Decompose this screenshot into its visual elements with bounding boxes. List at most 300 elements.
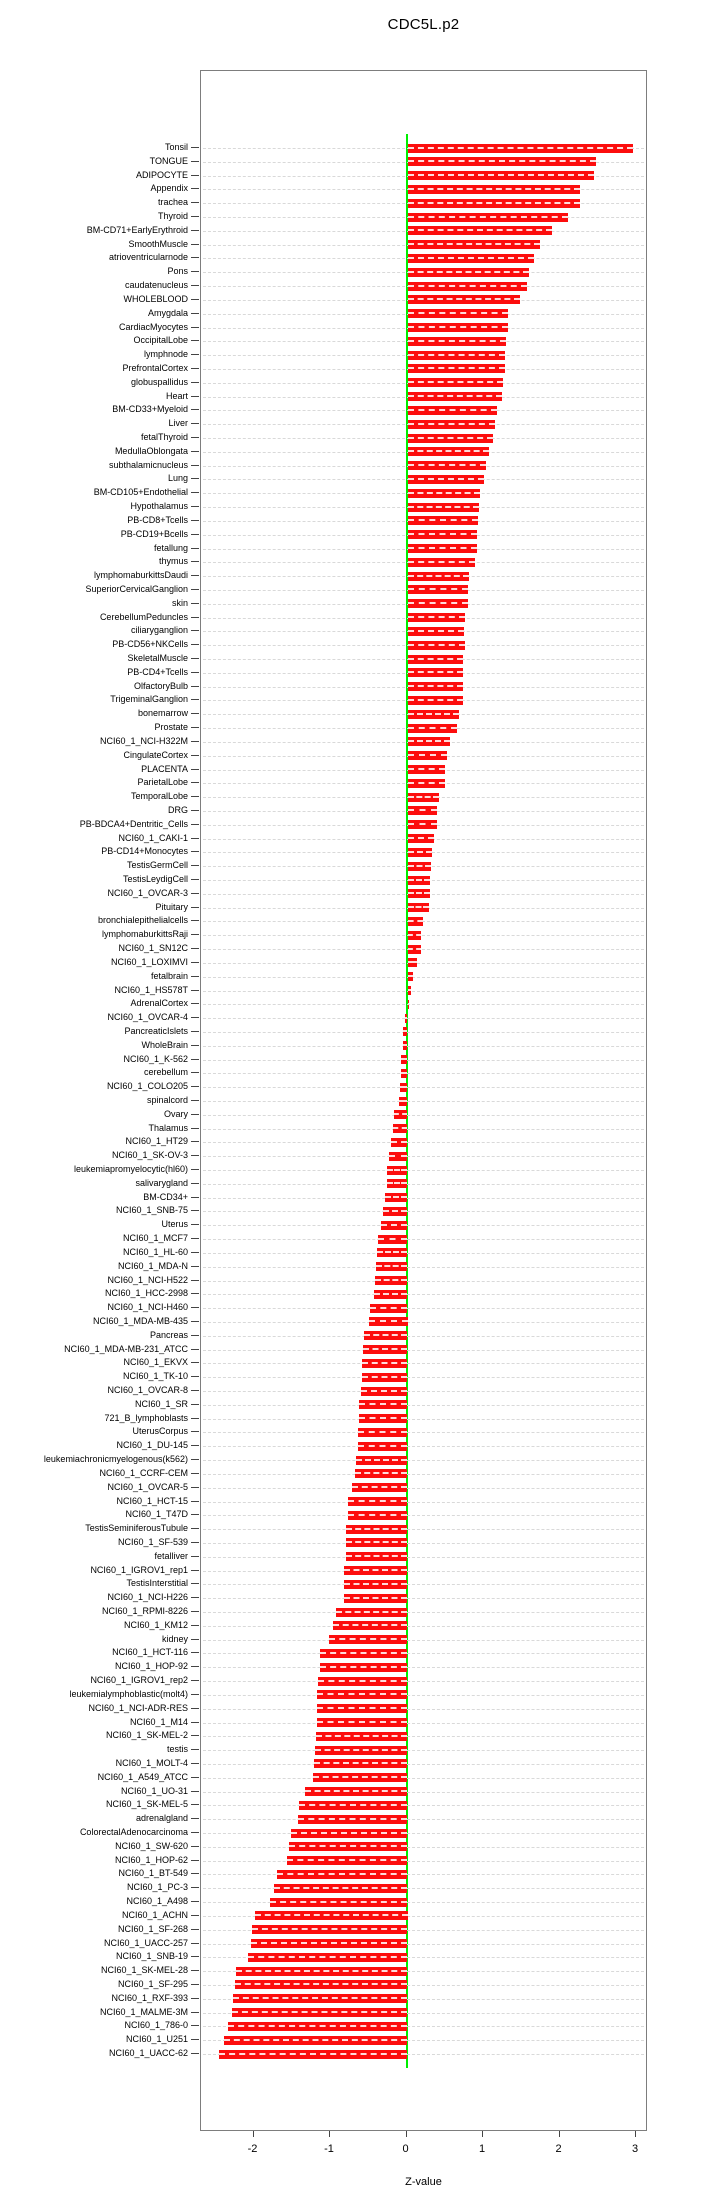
y-axis-tick	[191, 1114, 199, 1115]
y-axis-tick	[191, 1404, 199, 1405]
y-axis-tick	[191, 1611, 199, 1612]
grid-line	[203, 1419, 644, 1420]
bar	[235, 1980, 408, 1989]
y-axis-tick	[191, 851, 199, 852]
category-label: kidney	[161, 1633, 188, 1644]
y-axis-tick	[191, 1031, 199, 1032]
grid-line	[203, 1239, 644, 1240]
y-axis-tick	[191, 920, 199, 921]
category-label: WholeBrain	[141, 1039, 188, 1050]
grid-line	[203, 1488, 644, 1489]
y-axis-tick	[191, 1722, 199, 1723]
category-label: NCI60_1_U251	[125, 2034, 188, 2045]
y-axis-tick	[191, 1362, 199, 1363]
bar	[408, 378, 504, 387]
grid-line	[203, 1640, 644, 1641]
y-axis-tick	[191, 893, 199, 894]
bar-dash	[408, 616, 465, 618]
bar	[317, 1718, 407, 1727]
grid-line	[203, 1073, 644, 1074]
grid-line	[203, 921, 644, 922]
bar	[318, 1677, 408, 1686]
bar	[313, 1773, 407, 1782]
y-axis-tick	[191, 175, 199, 176]
bar	[408, 793, 439, 802]
category-label: cerebellum	[143, 1067, 188, 1078]
bar	[358, 1428, 408, 1437]
bar-dash	[394, 1113, 407, 1115]
bar-dash	[318, 1680, 408, 1682]
bar	[385, 1193, 407, 1202]
y-axis-tick	[191, 782, 199, 783]
grid-line	[203, 1709, 644, 1710]
category-label: NCI60_1_MOLT-4	[115, 1757, 188, 1768]
bar-dash	[408, 285, 527, 287]
bar-dash	[408, 754, 447, 756]
y-axis-tick	[191, 755, 199, 756]
y-axis-tick	[191, 285, 199, 286]
y-axis-tick	[191, 561, 199, 562]
y-axis-tick	[191, 1321, 199, 1322]
bar-dash	[346, 1541, 407, 1543]
category-label: NCI60_1_MALME-3M	[99, 2006, 188, 2017]
bar	[408, 254, 535, 263]
grid-line	[203, 1847, 644, 1848]
bar	[255, 1911, 408, 1920]
y-axis-tick	[191, 382, 199, 383]
y-axis-tick	[191, 465, 199, 466]
bar-dash	[408, 298, 520, 300]
bar	[408, 406, 498, 415]
bar-dash	[358, 1445, 408, 1447]
category-label: NCI60_1_NCI-ADR-RES	[88, 1702, 188, 1713]
bar	[364, 1331, 408, 1340]
category-label: NCI60_1_COLO205	[106, 1081, 188, 1092]
y-axis-tick	[191, 1984, 199, 1985]
bar	[274, 1884, 407, 1893]
category-label: Tonsil	[164, 142, 188, 152]
y-axis-tick	[191, 2012, 199, 2013]
category-label: Pons	[167, 266, 188, 277]
bar-dash	[408, 906, 429, 908]
y-axis-tick	[191, 1155, 199, 1156]
bar-dash	[408, 506, 479, 508]
bar-dash	[408, 147, 634, 149]
bar	[315, 1746, 408, 1755]
grid-line	[203, 949, 644, 950]
bar-dash	[408, 685, 463, 687]
x-axis-tick	[253, 2131, 254, 2137]
x-axis-tick-label: 1	[478, 2143, 486, 2155]
category-label: NCI60_1_K-562	[123, 1053, 188, 1064]
bar-dash	[317, 1721, 407, 1723]
y-axis-tick	[191, 478, 199, 479]
category-label: Hypothalamus	[130, 501, 188, 512]
category-label: NCI60_1_EKVX	[123, 1357, 188, 1368]
grid-line	[203, 1736, 644, 1737]
category-label: MedullaOblongata	[114, 445, 188, 456]
grid-line	[203, 1432, 644, 1433]
grid-line	[203, 1888, 644, 1889]
category-label: Thyroid	[157, 211, 188, 222]
bar-dash	[408, 367, 505, 369]
bar-dash	[387, 1182, 408, 1184]
bar	[287, 1856, 407, 1865]
bar	[369, 1317, 407, 1326]
x-axis-tick	[635, 2131, 636, 2137]
category-label: BM-CD34+	[143, 1191, 188, 1202]
bar	[403, 1041, 408, 1050]
bar-dash	[408, 561, 475, 563]
category-label: NCI60_1_KM12	[123, 1619, 188, 1630]
category-label: NCI60_1_SK-MEL-28	[100, 1965, 188, 1976]
bar-dash	[232, 2011, 407, 2013]
bar	[317, 1704, 407, 1713]
y-axis-tick	[191, 1915, 199, 1916]
bar-dash	[344, 1583, 407, 1585]
bar	[329, 1635, 408, 1644]
bar-dash	[401, 1072, 408, 1074]
category-label: spinalcord	[146, 1095, 188, 1105]
category-label: NCI60_1_CCRF-CEM	[99, 1467, 188, 1478]
x-axis-tick	[559, 2131, 560, 2137]
y-axis-tick	[191, 617, 199, 618]
category-label: SuperiorCervicalGanglion	[85, 583, 188, 594]
grid-line	[203, 963, 644, 964]
grid-line	[203, 1529, 644, 1530]
bar-dash	[235, 1983, 408, 1985]
y-axis-tick	[191, 1266, 199, 1267]
y-axis-tick	[191, 1072, 199, 1073]
category-label: BM-CD105+Endothelial	[93, 487, 188, 498]
category-label: NCI60_1_SK-OV-3	[111, 1150, 188, 1161]
category-label: PLACENTA	[141, 763, 188, 774]
category-label: NCI60_1_UO-31	[120, 1785, 188, 1796]
grid-line	[203, 1861, 644, 1862]
bar-dash	[329, 1638, 408, 1640]
bar	[408, 558, 475, 567]
category-label: WHOLEBLOOD	[123, 293, 188, 304]
category-label: NCI60_1_OVCAR-3	[107, 887, 188, 898]
bar	[408, 696, 463, 705]
category-label: atrioventricularnode	[108, 252, 188, 263]
bar-dash	[364, 1334, 408, 1336]
y-axis-tick	[191, 907, 199, 908]
bar-dash	[408, 464, 486, 466]
bar-dash	[333, 1624, 408, 1626]
y-axis-tick	[191, 1873, 199, 1874]
bar-dash	[408, 699, 463, 701]
bar	[362, 1359, 407, 1368]
bar-dash	[408, 588, 468, 590]
y-axis-tick	[191, 327, 199, 328]
y-axis-tick	[191, 672, 199, 673]
bar-dash	[359, 1403, 407, 1405]
bar-dash	[403, 1030, 408, 1032]
grid-line	[203, 1115, 644, 1116]
bar	[408, 323, 509, 332]
y-axis-tick	[191, 1210, 199, 1211]
bar-dash	[408, 713, 459, 715]
bar	[408, 1000, 409, 1009]
category-label: Thalamus	[148, 1122, 188, 1133]
x-axis-tick-label: 3	[631, 2143, 639, 2155]
grid-line	[203, 1170, 644, 1171]
bar	[399, 1097, 407, 1106]
x-axis-tick	[329, 2131, 330, 2137]
category-label: bronchialepithelialcells	[97, 915, 188, 926]
y-axis-tick	[191, 1846, 199, 1847]
bar	[348, 1511, 408, 1520]
grid-line	[203, 1805, 644, 1806]
category-label: NCI60_1_UACC-257	[103, 1937, 188, 1948]
bar-dash	[387, 1169, 408, 1171]
category-label: NCI60_1_OVCAR-5	[107, 1481, 188, 1492]
x-axis-title: Z-value	[405, 2176, 442, 2188]
grid-line	[203, 1198, 644, 1199]
y-axis-tick	[191, 1556, 199, 1557]
y-axis-tick	[191, 838, 199, 839]
bar-dash	[389, 1155, 407, 1157]
bar-dash	[408, 174, 595, 176]
bar	[408, 599, 468, 608]
bar-dash	[344, 1569, 407, 1571]
y-axis-tick	[191, 2053, 199, 2054]
bar-dash	[358, 1431, 408, 1433]
category-label: NCI60_1_MDA-MB-231_ATCC	[64, 1343, 188, 1354]
category-label: testis	[166, 1744, 188, 1755]
grid-line	[203, 1211, 644, 1212]
bar-dash	[369, 1320, 407, 1322]
y-axis-tick	[191, 686, 199, 687]
bar-dash	[408, 450, 489, 452]
y-axis-tick	[191, 1280, 199, 1281]
bar	[346, 1538, 407, 1547]
bar	[408, 917, 423, 926]
y-axis-tick	[191, 727, 199, 728]
bar	[408, 986, 411, 995]
bar-dash	[408, 188, 581, 190]
bar	[359, 1400, 407, 1409]
bar-dash	[408, 796, 439, 798]
bar-dash	[316, 1735, 408, 1737]
bar	[408, 185, 581, 194]
bar-dash	[408, 671, 463, 673]
y-axis-tick	[191, 1418, 199, 1419]
bar	[408, 337, 507, 346]
category-label: BM-CD71+EarlyErythroid	[86, 224, 188, 235]
bar-dash	[408, 216, 569, 218]
bar	[408, 765, 445, 774]
category-label: NCI60_1_CAKI-1	[118, 832, 188, 843]
category-label: NCI60_1_OVCAR-4	[107, 1012, 188, 1023]
bar-dash	[219, 2053, 408, 2055]
bar	[320, 1663, 408, 1672]
bar	[374, 1290, 408, 1299]
y-axis-tick	[191, 451, 199, 452]
y-axis-tick	[191, 1901, 199, 1902]
bar-dash	[348, 1514, 408, 1516]
y-axis-tick	[191, 1128, 199, 1129]
grid-line	[203, 1571, 644, 1572]
bar	[408, 710, 459, 719]
y-axis-tick	[191, 423, 199, 424]
bar-dash	[336, 1611, 407, 1613]
category-label: thymus	[158, 556, 188, 567]
y-axis-tick	[191, 1542, 199, 1543]
y-axis-tick	[191, 1998, 199, 1999]
y-axis-tick	[191, 1943, 199, 1944]
y-axis-tick	[191, 520, 199, 521]
category-label: Pancreas	[149, 1329, 188, 1340]
y-axis-tick	[191, 161, 199, 162]
bar-dash	[228, 2025, 408, 2027]
bar	[305, 1787, 408, 1796]
bar-dash	[356, 1459, 407, 1461]
bar-dash	[248, 1956, 408, 1958]
y-axis-tick	[191, 976, 199, 977]
category-label: NCI60_1_A549_ATCC	[97, 1771, 188, 1782]
category-label: NCI60_1_SNB-75	[115, 1205, 188, 1216]
bar	[362, 1373, 407, 1382]
grid-line	[203, 1584, 644, 1585]
y-axis-tick	[191, 769, 199, 770]
y-axis-tick	[191, 2025, 199, 2026]
category-label: OccipitalLobe	[133, 335, 188, 346]
y-axis-tick	[191, 548, 199, 549]
y-axis-tick	[191, 299, 199, 300]
category-label: NCI60_1_MDA-N	[117, 1260, 188, 1271]
bar	[408, 737, 451, 746]
y-axis-tick	[191, 1818, 199, 1819]
bar-dash	[374, 1293, 408, 1295]
grid-line	[203, 1446, 644, 1447]
category-label: leukemiapromyelocytic(hl60)	[73, 1164, 188, 1175]
y-axis-tick	[191, 1832, 199, 1833]
y-axis-tick	[191, 340, 199, 341]
grid-line	[203, 1557, 644, 1558]
grid-line	[203, 1184, 644, 1185]
category-label: Pituitary	[155, 901, 188, 912]
bar	[370, 1304, 407, 1313]
y-axis-tick	[191, 1197, 199, 1198]
bar	[346, 1525, 407, 1534]
y-axis-tick	[191, 741, 199, 742]
x-axis-tick-label: 0	[402, 2143, 409, 2155]
bar-dash	[408, 630, 465, 632]
bar-dash	[252, 1928, 407, 1930]
bar	[361, 1387, 408, 1396]
category-label: NCI60_1_A498	[126, 1896, 188, 1907]
y-axis-tick	[191, 1514, 199, 1515]
bar	[408, 641, 465, 650]
bar-dash	[320, 1666, 408, 1668]
bar-dash	[408, 271, 530, 273]
y-axis-tick	[191, 644, 199, 645]
bar	[352, 1483, 407, 1492]
bar	[408, 585, 468, 594]
category-label: Amygdala	[147, 307, 188, 318]
grid-line	[203, 1281, 644, 1282]
bar	[363, 1345, 407, 1354]
grid-line	[203, 1087, 644, 1088]
category-label: SkeletalMuscle	[127, 653, 188, 664]
y-axis-tick	[191, 1487, 199, 1488]
bar	[344, 1566, 407, 1575]
bar-dash	[236, 1970, 407, 1972]
bar	[408, 351, 506, 360]
bar-dash	[400, 1086, 408, 1088]
x-axis-tick	[406, 2131, 407, 2137]
bar-dash	[408, 989, 411, 991]
grid-line	[203, 1502, 644, 1503]
category-label: TestisSeminiferousTubule	[85, 1523, 188, 1534]
bar-dash	[274, 1887, 407, 1889]
bar	[346, 1552, 408, 1561]
bar-dash	[408, 782, 445, 784]
bar	[316, 1732, 408, 1741]
category-label: TestisInterstitial	[126, 1578, 188, 1589]
y-axis-tick	[191, 796, 199, 797]
bar-dash	[408, 423, 495, 425]
bar-dash	[408, 934, 421, 936]
bar-dash	[363, 1348, 407, 1350]
bar-dash	[408, 851, 432, 853]
bar	[291, 1829, 407, 1838]
grid-line	[203, 1253, 644, 1254]
bar-dash	[408, 575, 470, 577]
y-axis-tick	[191, 1694, 199, 1695]
bar	[355, 1469, 408, 1478]
y-axis-tick	[191, 699, 199, 700]
bar-dash	[255, 1914, 408, 1916]
bar	[320, 1649, 408, 1658]
category-label: 721_B_lymphoblasts	[104, 1412, 188, 1423]
grid-line	[203, 1129, 644, 1130]
grid-line	[203, 1778, 644, 1779]
category-label: ParietalLobe	[137, 777, 188, 788]
bar	[387, 1166, 408, 1175]
category-label: leukemiachronicmyelogenous(k562)	[43, 1454, 188, 1465]
bar-dash	[408, 340, 507, 342]
grid-line	[203, 991, 644, 992]
x-axis-tick-label: -1	[324, 2143, 334, 2155]
bar-dash	[408, 740, 451, 742]
y-axis-tick	[191, 230, 199, 231]
category-label: NCI60_1_HOP-62	[114, 1854, 188, 1865]
y-axis-tick	[191, 492, 199, 493]
bar-dash	[315, 1749, 408, 1751]
y-axis-tick	[191, 1528, 199, 1529]
bar-dash	[408, 948, 421, 950]
y-axis-tick	[191, 1735, 199, 1736]
bar	[248, 1953, 408, 1962]
bar-dash	[305, 1790, 408, 1792]
category-label: NCI60_1_NCI-H522	[107, 1274, 188, 1285]
grid-line	[203, 1833, 644, 1834]
y-axis-tick	[191, 1183, 199, 1184]
x-axis-tick-label: -2	[247, 2143, 258, 2155]
y-axis-tick	[191, 244, 199, 245]
y-axis-tick	[191, 1763, 199, 1764]
y-axis-tick	[191, 575, 199, 576]
bar	[224, 2036, 408, 2045]
bar-dash	[408, 409, 498, 411]
grid-line	[203, 1681, 644, 1682]
bar-dash	[408, 1003, 409, 1005]
bar-dash	[408, 257, 535, 259]
category-label: BM-CD33+Myeloid	[112, 404, 188, 415]
